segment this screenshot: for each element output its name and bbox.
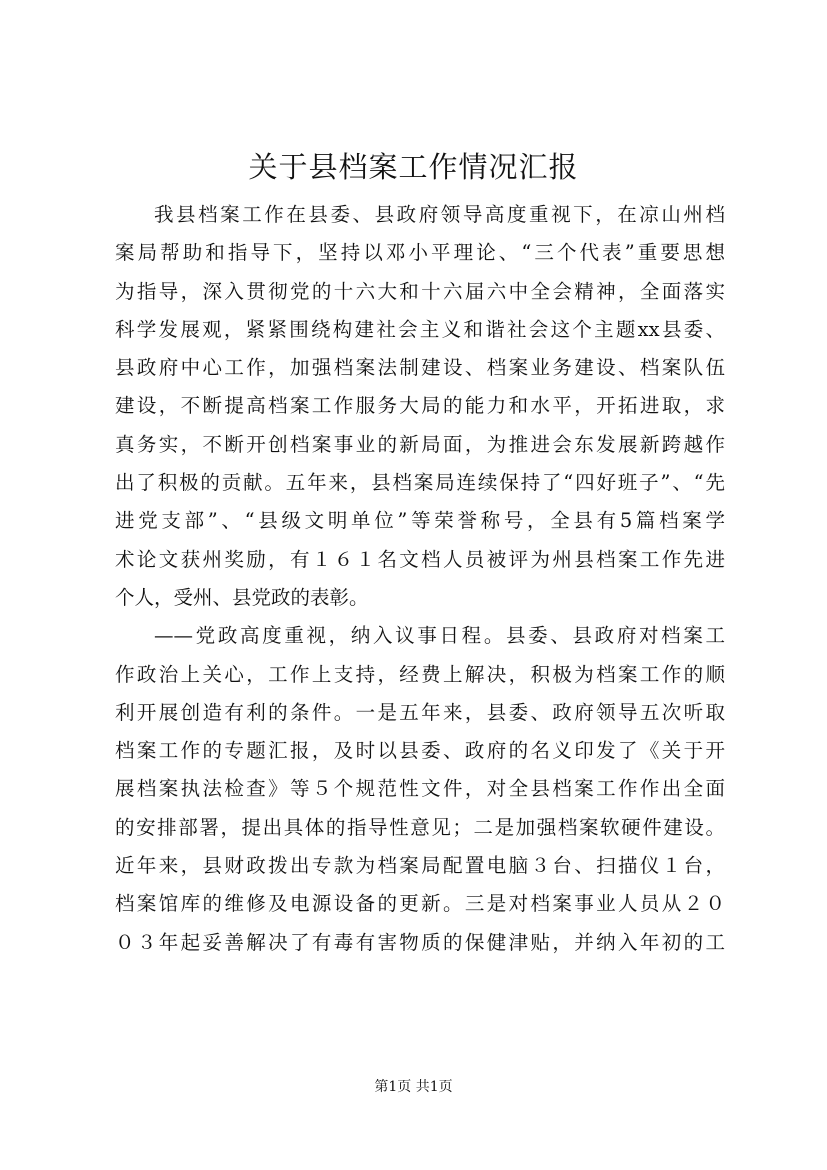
paragraph-line: 的安排部署，提出具体的指导性意见；二是加强档案软硬件建设。 [115, 815, 725, 839]
paragraph-line: 进党支部”、“县级文明单位”等荣誉称号，全县有5篇档案学 [115, 509, 725, 533]
paragraph-line: 案局帮助和指导下，坚持以邓小平理论、“三个代表”重要思想 [115, 241, 725, 265]
paragraph-line: 作政治上关心，工作上支持，经费上解决，积极为档案工作的顺 [115, 662, 725, 686]
paragraph-line: 利开展创造有利的条件。一是五年来，县委、政府领导五次听取 [115, 700, 725, 724]
paragraph-line: 建设，不断提高档案工作服务大局的能力和水平，开拓进取，求 [115, 394, 725, 418]
paragraph-line: 县政府中心工作，加强档案法制建设、档案业务建设、档案队伍 [115, 356, 725, 380]
document-title: 关于县档案工作情况汇报 [248, 150, 579, 184]
paragraph-line: 为指导，深入贯彻党的十六大和十六届六中全会精神，全面落实 [115, 279, 725, 303]
paragraph-line: ０３年起妥善解决了有毒有害物质的保健津贴，并纳入年初的工 [115, 930, 725, 954]
document-body [115, 196, 725, 962]
paragraph-line: 档案工作的专题汇报，及时以县委、政府的名义印发了《关于开 [115, 739, 725, 763]
page-footer: 第1页 共1页 [374, 1079, 453, 1095]
paragraph-line: 我县档案工作在县委、县政府领导高度重视下，在凉山州档 [154, 203, 725, 226]
paragraph-1 [115, 196, 725, 617]
paragraph-line: 个人，受州、县党政的表彰。 [115, 585, 369, 609]
paragraph-line: 近年来，县财政拨出专款为档案局配置电脑３台、扫描仪１台， [115, 854, 725, 878]
paragraph-line: 档案馆库的维修及电源设备的更新。三是对档案事业人员从２０ [115, 892, 725, 916]
paragraph-line: ——党政高度重视，纳入议事日程。县委、县政府对档案工 [154, 624, 725, 648]
paragraph-line: 展档案执法检查》等５个规范性文件，对全县档案工作作出全面 [115, 777, 725, 801]
paragraph-line: 术论文获州奖励，有１６１名文档人员被评为州县档案工作先进 [115, 547, 725, 571]
paragraph-line: 科学发展观，紧紧围绕构建社会主义和谐社会这个主题xx县委、 [115, 317, 725, 341]
paragraph-line: 真务实，不断开创档案事业的新局面，为推进会东发展新跨越作 [115, 432, 725, 456]
paragraph-line: 出了积极的贡献。五年来，县档案局连续保持了“四好班子”、“先 [115, 471, 725, 495]
paragraph-2 [115, 617, 725, 962]
